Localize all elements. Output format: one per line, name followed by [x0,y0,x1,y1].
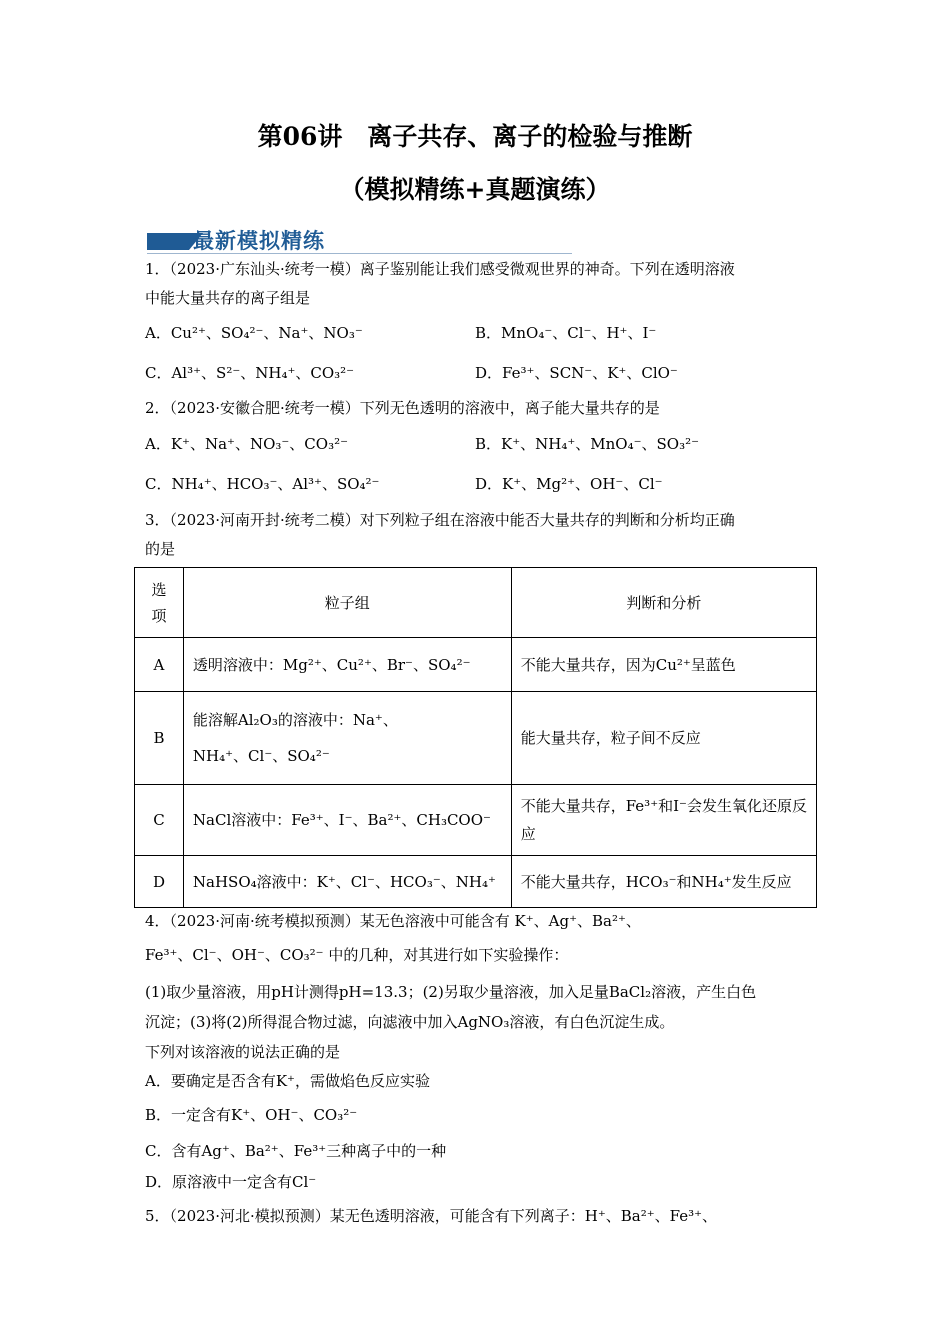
q3-stem-line1: 3．（2023·河南开封·统考二模）对下列粒子组在溶液中能否大量共存的判断和分析均正确 [145,511,735,529]
table-row [135,638,817,692]
q2-stem: 2．（2023·安徽合肥·统考一模）下列无色透明的溶液中，离子能大量共存的是 [145,399,660,417]
q2-option-d: D．K⁺、Mg²⁺、OH⁻、Cl⁻ [475,475,663,493]
table-row [135,692,817,785]
q4-option-b: B．一定含有K⁺、OH⁻、CO₃²⁻ [145,1106,358,1124]
q5-stem: 5．（2023·河北·模拟预测）某无色透明溶液，可能含有下列离子：H⁺、Ba²⁺、Fe³⁺、 [145,1207,718,1225]
section-header [147,225,572,254]
row-analysis: 不能大量共存，因为Cu²⁺呈蓝色 [511,638,816,692]
row-option: B [135,692,184,785]
section-label: 最新模拟精练 [193,229,325,253]
q1-stem-line2: 中能大量共存的离子组是 [145,289,311,307]
title-line2: （模拟精练+真题演练） [339,175,611,204]
q1-option-c: C．Al³⁺、S²⁻、NH₄⁺、CO₃²⁻ [145,364,355,382]
row-analysis: 不能大量共存，HCO₃⁻和NH₄⁺发生反应 [511,856,816,908]
header-analysis: 判断和分析 [511,568,816,638]
header-option: 选项 [135,568,184,638]
q4-stem-line4: 沉淀；(3)将(2)所得混合物过滤，向滤液中加入AgNO₃溶液，有白色沉淀生成。 [145,1013,675,1031]
q1-option-b: B．MnO₄⁻、Cl⁻、H⁺、I⁻ [475,324,657,342]
q4-option-a: A．要确定是否含有K⁺，需做焰色反应实验 [145,1072,430,1090]
row-analysis: 不能大量共存，Fe³⁺和I⁻会发生氧化还原反应 [511,785,816,856]
q4-option-c: C．含有Ag⁺、Ba²⁺、Fe³⁺三种离子中的一种 [145,1142,447,1160]
q2-option-a: A．K⁺、Na⁺、NO₃⁻、CO₃²⁻ [145,435,349,453]
q3-stem-line2: 的是 [145,540,176,558]
table-row [135,856,817,908]
row-analysis: 能大量共存，粒子间不反应 [511,692,816,785]
section-bar-block [147,233,189,250]
q4-stem-line3: (1)取少量溶液，用pH计测得pH=13.3；(2)另取少量溶液，加入足量BaCl₂溶液，产生白色 [145,983,757,1001]
row-group: 能溶解Al₂O₃的溶液中：Na⁺、NH₄⁺、Cl⁻、SO₄²⁻ [183,692,511,785]
q4-stem-line2: Fe³⁺、Cl⁻、OH⁻、CO₃²⁻ 中的几种，对其进行如下实验操作： [145,946,569,964]
header-group: 粒子组 [183,568,511,638]
q1-stem-line1: 1．（2023·广东汕头·统考一模）离子鉴别能让我们感受微观世界的神奇。下列在透明溶液 [145,260,735,278]
q4-option-d: D．原溶液中一定含有Cl⁻ [145,1173,317,1191]
row-option: A [135,638,184,692]
row-option: D [135,856,184,908]
title-line1: 第06讲 离子共存、离子的检验与推断 [257,122,693,151]
q4-stem-line1: 4．（2023·河南·统考模拟预测）某无色溶液中可能含有 K⁺、Ag⁺、Ba²⁺、 [145,912,641,930]
row-group: 透明溶液中：Mg²⁺、Cu²⁺、Br⁻、SO₄²⁻ [183,638,511,692]
table-header-row [135,568,817,638]
q2-option-b: B．K⁺、NH₄⁺、MnO₄⁻、SO₃²⁻ [475,435,700,453]
q4-stem-line5: 下列对该溶液的说法正确的是 [145,1043,341,1061]
q2-option-c: C．NH₄⁺、HCO₃⁻、Al³⁺、SO₄²⁻ [145,475,380,493]
q1-option-d: D．Fe³⁺、SCN⁻、K⁺、ClO⁻ [475,364,678,382]
row-group: NaHSO₄溶液中：K⁺、Cl⁻、HCO₃⁻、NH₄⁺ [183,856,511,908]
row-option: C [135,785,184,856]
row-group: NaCl溶液中：Fe³⁺、I⁻、Ba²⁺、CH₃COO⁻ [183,785,511,856]
q3-table [134,567,817,908]
q1-option-a: A．Cu²⁺、SO₄²⁻、Na⁺、NO₃⁻ [145,324,363,342]
table-row [135,785,817,856]
